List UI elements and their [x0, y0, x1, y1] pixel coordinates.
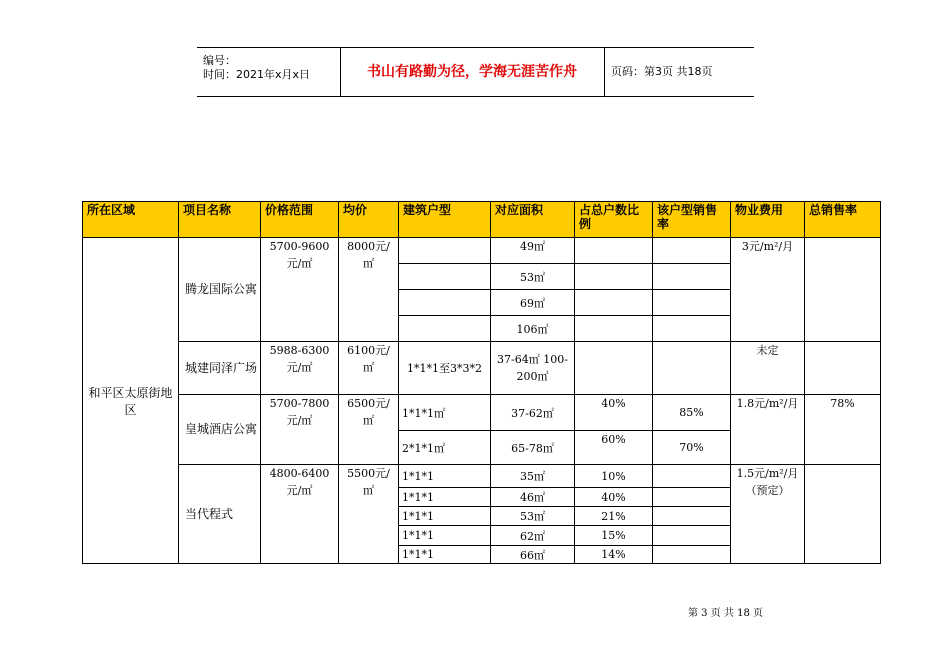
unit-area: 66㎡: [491, 546, 575, 564]
unit-type: 2*1*1㎡: [399, 431, 491, 465]
price-range: 5988-6300元/㎡: [261, 342, 339, 395]
property-fee: 1.5元/m²/月（预定）: [731, 465, 805, 564]
unit-ratio: 40%: [575, 395, 653, 431]
unit-sales-rate: [653, 264, 731, 290]
unit-sales-rate: [653, 342, 731, 395]
unit-type: [399, 264, 491, 290]
unit-sales-rate: [653, 546, 731, 564]
unit-ratio: 40%: [575, 488, 653, 507]
unit-type: [399, 316, 491, 342]
avg-price: 8000元/㎡: [339, 238, 399, 342]
unit-ratio: [575, 238, 653, 264]
housing-table: [82, 201, 881, 564]
col-header: 占总户数比例: [575, 202, 653, 238]
unit-type: 1*1*1: [399, 465, 491, 488]
unit-area: 69㎡: [491, 290, 575, 316]
header-meta: [197, 48, 341, 96]
unit-sales-rate: [653, 290, 731, 316]
avg-price: 5500元/㎡: [339, 465, 399, 564]
col-header: 均价: [339, 202, 399, 238]
property-fee: 3元/m²/月: [731, 238, 805, 342]
unit-ratio: 10%: [575, 465, 653, 488]
table-row: [83, 238, 881, 264]
price-range: 5700-9600元/㎡: [261, 238, 339, 342]
unit-type: 1*1*1: [399, 507, 491, 526]
price-range: 4800-6400元/㎡: [261, 465, 339, 564]
unit-ratio: [575, 290, 653, 316]
property-fee: 未定: [731, 342, 805, 395]
table-row: [83, 395, 881, 431]
unit-area: 37-64㎡ 100-200㎡: [491, 342, 575, 395]
unit-sales-rate: [653, 526, 731, 546]
total-sales-rate: [805, 465, 881, 564]
unit-ratio: [575, 342, 653, 395]
unit-type: 1*1*1: [399, 546, 491, 564]
unit-ratio: [575, 316, 653, 342]
unit-sales-rate: [653, 238, 731, 264]
unit-type: 1*1*1: [399, 526, 491, 546]
total-sales-rate: [805, 238, 881, 342]
unit-type: [399, 238, 491, 264]
unit-area: 65-78㎡: [491, 431, 575, 465]
page-footer: 第 3 页 共 18 页: [688, 608, 763, 619]
unit-sales-rate: [653, 507, 731, 526]
unit-type: 1*1*1至3*3*2: [399, 342, 491, 395]
project-name: 当代程式: [179, 465, 261, 564]
header-row: [83, 202, 881, 238]
unit-area: 62㎡: [491, 526, 575, 546]
unit-ratio: 14%: [575, 546, 653, 564]
unit-type: 1*1*1㎡: [399, 395, 491, 431]
unit-ratio: [575, 264, 653, 290]
unit-type: 1*1*1: [399, 488, 491, 507]
page-code: 页码：第3页 共18页: [611, 65, 713, 78]
header-page: [604, 48, 755, 96]
unit-area: 106㎡: [491, 316, 575, 342]
unit-area: 46㎡: [491, 488, 575, 507]
price-range: 5700-7800元/㎡: [261, 395, 339, 465]
unit-sales-rate: 85%: [653, 395, 731, 431]
col-header: 对应面积: [491, 202, 575, 238]
unit-ratio: 60%: [575, 431, 653, 465]
header-motto: 书山有路勤为径，学海无涯苦作舟: [367, 64, 577, 80]
unit-sales-rate: [653, 316, 731, 342]
col-header: 建筑户型: [399, 202, 491, 238]
unit-sales-rate: 70%: [653, 431, 731, 465]
unit-type: [399, 290, 491, 316]
total-sales-rate: 78%: [805, 395, 881, 465]
col-header: 价格范围: [261, 202, 339, 238]
unit-area: 49㎡: [491, 238, 575, 264]
time-label: 时间：2021年x月x日: [203, 68, 311, 81]
total-sales-rate: [805, 342, 881, 395]
col-header: 该户型销售率: [653, 202, 731, 238]
region-cell: 和平区太原街地区: [83, 238, 179, 564]
project-name: 城建同泽广场: [179, 342, 261, 395]
unit-ratio: 21%: [575, 507, 653, 526]
unit-area: 53㎡: [491, 507, 575, 526]
unit-sales-rate: [653, 488, 731, 507]
project-name: 腾龙国际公寓: [179, 238, 261, 342]
property-fee: 1.8元/m²/月: [731, 395, 805, 465]
unit-sales-rate: [653, 465, 731, 488]
table-row: [83, 465, 881, 488]
unit-area: 37-62㎡: [491, 395, 575, 431]
number-label: 编号：: [203, 54, 236, 67]
project-name: 皇城酒店公寓: [179, 395, 261, 465]
col-header: 项目名称: [179, 202, 261, 238]
col-header: 总销售率: [805, 202, 881, 238]
avg-price: 6500元/㎡: [339, 395, 399, 465]
table-row: [83, 342, 881, 395]
col-header: 物业费用: [731, 202, 805, 238]
col-header: 所在区域: [83, 202, 179, 238]
unit-ratio: 15%: [575, 526, 653, 546]
avg-price: 6100元/㎡: [339, 342, 399, 395]
unit-area: 35㎡: [491, 465, 575, 488]
unit-area: 53㎡: [491, 264, 575, 290]
page-header: [197, 47, 754, 97]
